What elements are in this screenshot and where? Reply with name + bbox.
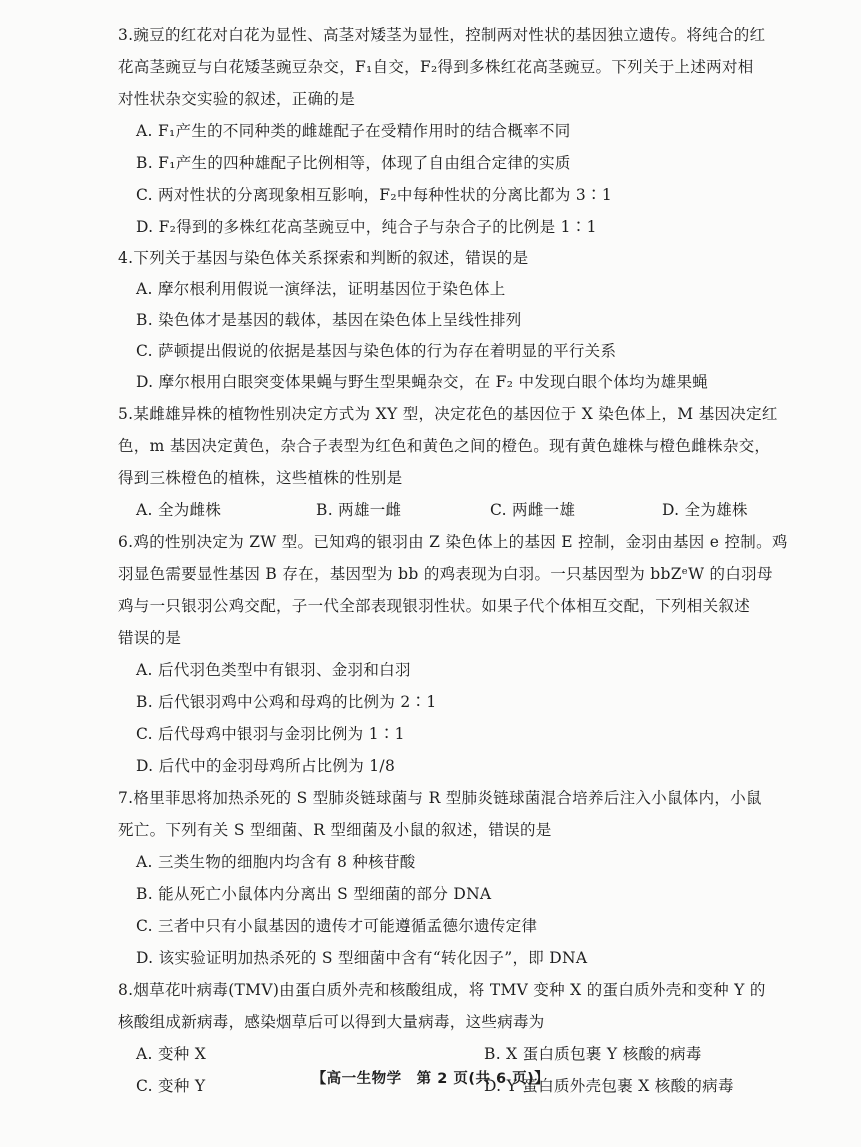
question-3-option-a: A. F₁产生的不同种类的雌雄配子在受精作用时的结合概率不同 (136, 122, 571, 140)
question-5-option-b: B. 两雄一雌 (316, 501, 402, 519)
question-6-stem-line-2: 羽显色需要显性基因 B 存在，基因型为 bb 的鸡表现为白羽。一只基因型为 bbZᵉW 的白羽母 (118, 565, 773, 583)
question-6-stem-line-3: 鸡与一只银羽公鸡交配，子一代全部表现银羽性状。如果子代个体相互交配，下列相关叙述 (118, 597, 751, 615)
question-3-stem-line-3: 对性状杂交实验的叙述，正确的是 (118, 90, 356, 108)
question-3-option-d: D. F₂得到的多株红花高茎豌豆中，纯合子与杂合子的比例是 1∶1 (136, 218, 597, 236)
question-7-option-a: A. 三类生物的细胞内均含有 8 种核苷酸 (136, 853, 416, 871)
question-6-stem-line-4: 错误的是 (118, 629, 182, 647)
question-5-stem-line-3: 得到三株橙色的植株，这些植株的性别是 (118, 469, 403, 487)
question-4-option-c: C. 萨顿提出假说的依据是基因与染色体的行为存在着明显的平行关系 (136, 342, 617, 360)
question-6-stem-line-1: 6.鸡的性别决定为 ZW 型。已知鸡的银羽由 Z 染色体上的基因 E 控制，金羽由基因 e 控制。鸡 (118, 533, 788, 551)
question-7-stem-line-1: 7.格里菲思将加热杀死的 S 型肺炎链球菌与 R 型肺炎链球菌混合培养后注入小鼠体内，小鼠 (118, 789, 762, 807)
question-3-stem-line-1: 3.豌豆的红花对白花为显性、高茎对矮茎为显性，控制两对性状的基因独立遗传。将纯合的红 (118, 26, 766, 44)
question-5-option-d: D. 全为雄株 (662, 501, 748, 519)
question-8-stem-line-2: 核酸组成新病毒，感染烟草后可以得到大量病毒，这些病毒为 (118, 1013, 545, 1031)
question-6-option-d: D. 后代中的金羽母鸡所占比例为 1/8 (136, 757, 396, 775)
question-4-option-b: B. 染色体才是基因的载体，基因在染色体上呈线性排列 (136, 311, 522, 329)
question-7-option-d: D. 该实验证明加热杀死的 S 型细菌中含有“转化因子”，即 DNA (136, 949, 588, 967)
question-6-option-c: C. 后代母鸡中银羽与金羽比例为 1∶1 (136, 725, 405, 743)
question-5-stem-line-1: 5.某雌雄异株的植物性别决定方式为 XY 型，决定花色的基因位于 X 染色体上，M 基因决定红 (118, 405, 778, 423)
question-7-option-c: C. 三者中只有小鼠基因的遗传才可能遵循孟德尔遗传定律 (136, 917, 538, 935)
question-6-option-b: B. 后代银羽鸡中公鸡和母鸡的比例为 2∶1 (136, 693, 437, 711)
question-8-option-c: C. 变种 Y (136, 1077, 206, 1095)
question-3-option-b: B. F₁产生的四种雄配子比例相等，体现了自由组合定律的实质 (136, 154, 571, 172)
question-6-option-a: A. 后代羽色类型中有银羽、金羽和白羽 (136, 661, 411, 679)
question-8-option-d: D. Y 蛋白质外壳包裹 X 核酸的病毒 (484, 1077, 734, 1095)
question-3-stem-line-2: 花高茎豌豆与白花矮茎豌豆杂交，F₁自交，F₂得到多株红花高茎豌豆。下列关于上述两对相 (118, 58, 754, 76)
question-5-option-c: C. 两雌一雄 (490, 501, 576, 519)
question-8-option-a: A. 变种 X (136, 1045, 207, 1063)
question-4-stem-line-1: 4.下列关于基因与染色体关系探索和判断的叙述，错误的是 (118, 249, 529, 267)
question-8-stem-line-1: 8.烟草花叶病毒(TMV)由蛋白质外壳和核酸组成，将 TMV 变种 X 的蛋白质外壳和变种 Y 的 (118, 981, 766, 999)
question-4-option-a: A. 摩尔根利用假说一演绎法，证明基因位于染色体上 (136, 280, 506, 298)
question-4-option-d: D. 摩尔根用白眼突变体果蝇与野生型果蝇杂交，在 F₂ 中发现白眼个体均为雄果蝇 (136, 373, 709, 391)
question-7-option-b: B. 能从死亡小鼠体内分离出 S 型细菌的部分 DNA (136, 885, 492, 903)
question-7-stem-line-2: 死亡。下列有关 S 型细菌、R 型细菌及小鼠的叙述，错误的是 (118, 821, 552, 839)
question-8-option-b: B. X 蛋白质包裹 Y 核酸的病毒 (484, 1045, 702, 1063)
page-footer: 【高一生物学 第 2 页(共 6 页)】 (311, 1071, 550, 1087)
question-5-option-a: A. 全为雌株 (136, 501, 222, 519)
question-5-stem-line-2: 色，m 基因决定黄色，杂合子表型为红色和黄色之间的橙色。现有黄色雄株与橙色雌株杂交， (118, 437, 771, 455)
question-3-option-c: C. 两对性状的分离现象相互影响，F₂中每种性状的分离比都为 3∶1 (136, 186, 612, 204)
